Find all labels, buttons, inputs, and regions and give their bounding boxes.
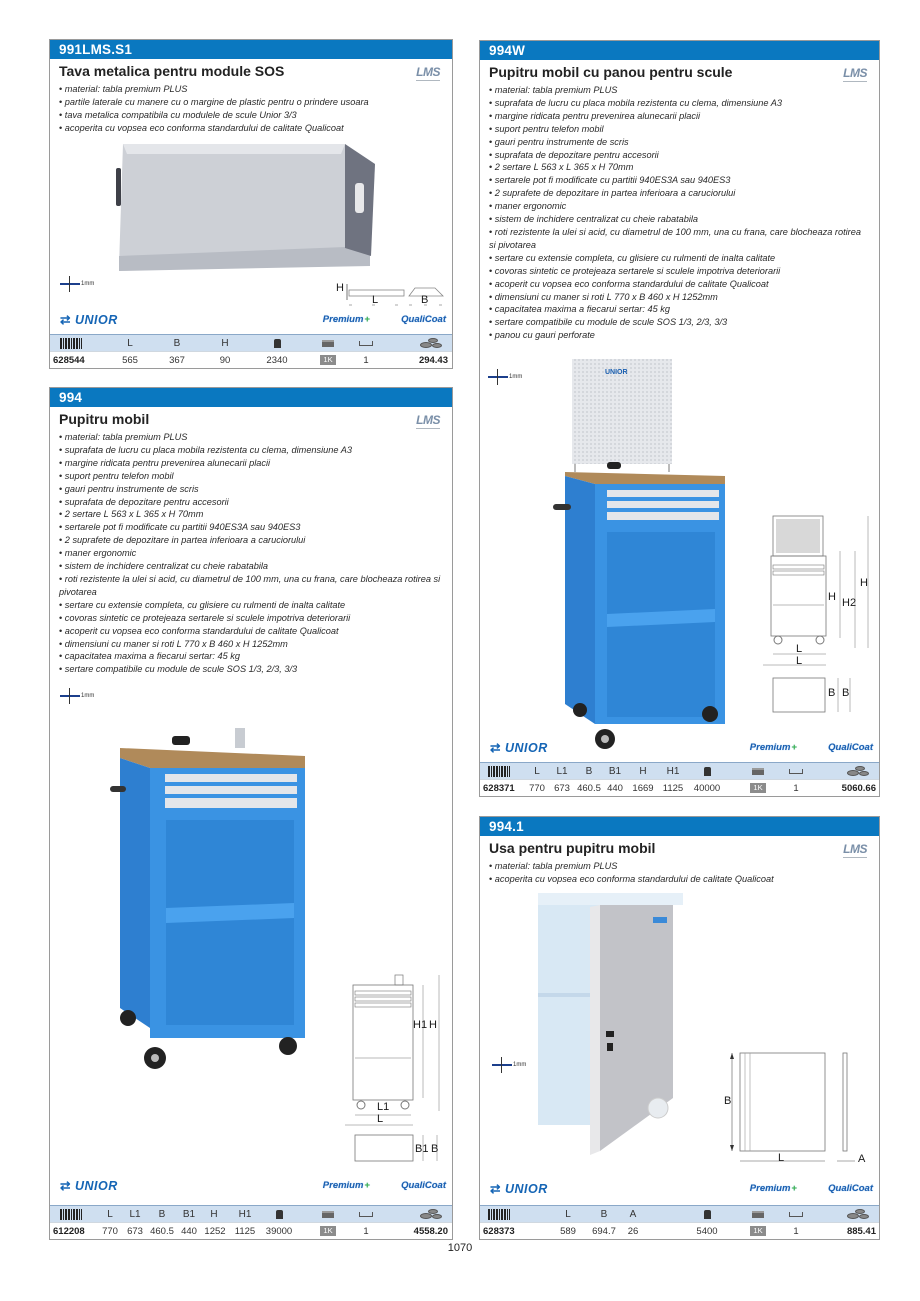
feature-item: • 2 sertare L 563 x L 365 x H 70mm xyxy=(489,161,870,174)
price: 294.43 xyxy=(418,355,448,366)
unior-symbol-icon: ⇄ xyxy=(490,741,501,755)
product-card-994w xyxy=(479,40,880,797)
dim-label-h-total: H xyxy=(860,577,868,589)
article-code: 628371 xyxy=(483,783,515,794)
brand-row xyxy=(50,1176,452,1196)
product-code: 991LMS.S1 xyxy=(50,40,452,59)
feature-item: • acoperita cu vopsea eco conforma standardului de calitate Qualicoat xyxy=(489,873,870,886)
feature-item: • suprafata de lucru cu placa mobila rezistenta cu clema, dimensiune A3 xyxy=(59,444,443,457)
pack-icon xyxy=(789,1212,803,1217)
feature-item: • sistem de inchidere centralizat cu cheie rabatabila xyxy=(489,213,870,226)
dim-label-b1: B xyxy=(828,687,836,699)
dim-label-b: B xyxy=(431,1143,439,1155)
feature-item: • covoras sintetic ce protejeaza sertarele si sculele impotriva deteriorarii xyxy=(59,612,443,625)
feature-item: • margine ridicata pentru prevenirea alunecarii placii xyxy=(489,110,870,123)
page-number: 1070 xyxy=(447,1242,473,1254)
unior-logo: ⇄ UNIOR xyxy=(490,1182,548,1196)
spec-data-row: 628371 770 673 460.5 440 1669 1125 40000 1K 1 5060.66 xyxy=(480,779,879,796)
pack-badge: 1K xyxy=(320,1226,335,1236)
feature-item: • dimensiuni cu maner si roti L 770 x B 460 x H 1252mm xyxy=(489,291,870,304)
spec-table xyxy=(50,334,452,368)
dim-label-b: B xyxy=(842,687,850,699)
dim-label-l1: L1 xyxy=(377,1101,390,1113)
feature-item: • suport pentru telefon mobil xyxy=(489,123,870,136)
qualicoat-badge: QualiCoat xyxy=(401,314,446,325)
spec-table xyxy=(50,1205,452,1239)
spec-header-row: L B A xyxy=(480,1205,879,1222)
feature-item: • sertarele pot fi modificate cu partitii 940ES3A sau 940ES3 xyxy=(489,174,870,187)
lms-logo: LMS xyxy=(843,842,867,856)
unior-symbol-icon: ⇄ xyxy=(490,1182,501,1196)
feature-item: • suport pentru telefon mobil xyxy=(59,470,443,483)
premium-plus-badge: Premium+ xyxy=(749,1183,797,1194)
price: 4558.20 xyxy=(413,1226,448,1237)
qualicoat-badge: QualiCoat xyxy=(828,742,873,753)
unior-logo: ⇄ UNIOR xyxy=(60,313,118,327)
premium-plus-badge: Premium+ xyxy=(749,742,797,753)
price-coins-icon xyxy=(420,338,442,349)
dim-label-l1: L xyxy=(796,643,803,655)
dimension-diagram xyxy=(335,278,447,308)
feature-item: • suprafata de lucru cu placa mobila rezistenta cu clema, dimensiune A3 xyxy=(489,97,870,110)
feature-item: • material: tabla premium PLUS xyxy=(59,431,443,444)
sheet-thickness-icon: 1mm xyxy=(488,369,522,385)
feature-item: • suprafata de depozitare pentru accesorii xyxy=(489,149,870,162)
feature-item: • gauri pentru instrumente de scris xyxy=(489,136,870,149)
spec-table xyxy=(480,1205,879,1239)
dim-label-h: H xyxy=(429,1019,437,1031)
feature-item: • sertare compatibile cu module de scule SOS 1/3, 2/3, 3/3 xyxy=(489,316,870,329)
feature-item: • 2 suprafete de depozitare in partea inferioara a caruciorului xyxy=(59,534,443,547)
dim-label-h1: H1 xyxy=(413,1019,428,1031)
sheet-thickness-icon: 1mm xyxy=(492,1057,526,1073)
lms-logo: LMS xyxy=(843,66,867,80)
pack-icon xyxy=(789,769,803,774)
feature-item: • sertarele pot fi modificate cu partitii 940ES3A sau 940ES3 xyxy=(59,521,443,534)
lms-logo: LMS xyxy=(416,413,440,427)
dim-label-b: B xyxy=(724,1095,732,1107)
feature-list xyxy=(50,431,452,676)
product-title: Usa pentru pupitru mobil xyxy=(489,840,656,856)
unior-logo: ⇄ UNIOR xyxy=(490,741,548,755)
feature-item: • sertare cu extensie completa, cu glisiere cu rulmenti de inalta calitate xyxy=(489,252,870,265)
svg-text:UNIOR: UNIOR xyxy=(605,369,628,376)
dim-label-h: H xyxy=(336,282,344,294)
box-icon xyxy=(752,1211,764,1218)
feature-list xyxy=(480,84,879,342)
qualicoat-badge: QualiCoat xyxy=(828,1183,873,1194)
feature-item: • material: tabla premium PLUS xyxy=(489,860,870,873)
feature-item: • capacitatea maxima a fiecarui sertar: 45 kg xyxy=(489,303,870,316)
feature-item: • partile laterale cu manere cu o margine de plastic pentru o prindere usoara xyxy=(59,96,443,109)
product-title: Pupitru mobil xyxy=(59,411,150,427)
dim-label-h: H xyxy=(828,591,836,603)
product-image-door xyxy=(538,893,688,1163)
feature-item: • acoperit cu vopsea eco conforma standardului de calitate Qualicoat xyxy=(59,625,443,638)
article-code: 628544 xyxy=(53,355,85,366)
dim-label-l: L xyxy=(372,294,379,306)
product-card-994 xyxy=(49,387,453,1240)
spec-table xyxy=(480,762,879,796)
feature-item: • covoras sintetic ce protejeaza sertarele si sculele impotriva deteriorarii xyxy=(489,265,870,278)
feature-item: • 2 suprafete de depozitare in partea inferioara a caruciorului xyxy=(489,187,870,200)
unior-logo: ⇄ UNIOR xyxy=(60,1179,118,1193)
box-icon xyxy=(322,1211,334,1218)
feature-item: • 2 sertare L 563 x L 365 x H 70mm xyxy=(59,508,443,521)
feature-item: • roti rezistente la ulei si acid, cu diametrul de 100 mm, una cu frana, care blocheaza rotirea si pivotarea xyxy=(59,573,443,599)
product-code: 994W xyxy=(480,41,879,60)
qualicoat-badge: QualiCoat xyxy=(401,1180,446,1191)
product-title: Tava metalica pentru module SOS xyxy=(59,63,285,79)
dim-label-h2: H2 xyxy=(842,597,857,609)
feature-item: • dimensiuni cu maner si roti L 770 x B 460 x H 1252mm xyxy=(59,638,443,651)
spec-header-row: L L1 B B1 H H1 xyxy=(480,762,879,779)
product-image-mobile-desk-with-panel xyxy=(545,354,735,754)
unior-symbol-icon: ⇄ xyxy=(60,313,71,327)
article-code: 612208 xyxy=(53,1226,85,1237)
product-code: 994 xyxy=(50,388,452,407)
barcode-icon xyxy=(488,1209,510,1220)
dim-label-l: L xyxy=(377,1113,384,1125)
product-card-991lms-s1 xyxy=(49,39,453,369)
spec-header-row: L B H xyxy=(50,334,452,351)
feature-item: • sertare compatibile cu module de scule SOS 1/3, 2/3, 3/3 xyxy=(59,663,443,676)
feature-item: • maner ergonomic xyxy=(59,547,443,560)
sheet-thickness-icon: 1mm xyxy=(60,276,94,292)
weight-icon xyxy=(704,1210,711,1219)
box-icon xyxy=(322,340,334,347)
pack-icon xyxy=(359,341,373,346)
feature-item: • roti rezistente la ulei si acid, cu diametrul de 100 mm, una cu frana, care blocheaza rotirea si pivotarea xyxy=(489,226,870,252)
pack-icon xyxy=(359,1212,373,1217)
weight-icon xyxy=(274,339,281,348)
price: 5060.66 xyxy=(841,783,876,794)
product-code: 994.1 xyxy=(480,817,879,836)
brand-row xyxy=(50,310,452,330)
feature-list xyxy=(480,860,879,886)
product-image-mobile-desk xyxy=(110,728,320,1088)
weight-icon xyxy=(704,767,711,776)
lms-logo: LMS xyxy=(416,65,440,79)
brand-row xyxy=(480,738,879,758)
price-coins-icon xyxy=(420,1209,442,1220)
dim-label-l: L xyxy=(796,655,803,667)
feature-item: • sistem de inchidere centralizat cu cheie rabatabila xyxy=(59,560,443,573)
dim-label-l: L xyxy=(778,1152,785,1164)
price-coins-icon xyxy=(847,766,869,777)
product-title: Pupitru mobil cu panou pentru scule xyxy=(489,64,733,80)
pack-badge: 1K xyxy=(320,355,335,365)
feature-item: • margine ridicata pentru prevenirea alunecarii placii xyxy=(59,457,443,470)
barcode-icon xyxy=(60,338,82,349)
dim-label-b: B xyxy=(421,294,429,306)
dim-label-a: A xyxy=(858,1153,866,1165)
unior-symbol-icon: ⇄ xyxy=(60,1179,71,1193)
product-image-metal-tray xyxy=(105,138,380,273)
dimension-diagram xyxy=(720,1047,880,1167)
price-coins-icon xyxy=(847,1209,869,1220)
feature-item: • sertare cu extensie completa, cu glisiere cu rulmenti de inalta calitate xyxy=(59,599,443,612)
feature-item: • panou cu gauri perforate xyxy=(489,329,870,342)
spec-data-row: 628544 565 367 90 2340 1K 1 294.43 xyxy=(50,351,452,368)
feature-item: • gauri pentru instrumente de scris xyxy=(59,483,443,496)
price: 885.41 xyxy=(846,1226,876,1237)
feature-list xyxy=(50,83,452,135)
feature-item: • material: tabla premium PLUS xyxy=(59,83,443,96)
pack-badge: 1K xyxy=(750,1226,765,1236)
barcode-icon xyxy=(60,1209,82,1220)
dimension-diagram xyxy=(325,963,445,1163)
feature-item: • suprafata de depozitare pentru accesorii xyxy=(59,496,443,509)
article-code: 628373 xyxy=(483,1226,515,1237)
premium-plus-badge: Premium+ xyxy=(322,1180,370,1191)
barcode-icon xyxy=(488,766,510,777)
feature-item: • capacitatea maxima a fiecarui sertar: 45 kg xyxy=(59,650,443,663)
feature-item: • acoperita cu vopsea eco conforma standardului de calitate Qualicoat xyxy=(59,122,443,135)
dimension-diagram xyxy=(758,513,876,718)
feature-item: • tava metalica compatibila cu modulele de scule Unior 3/3 xyxy=(59,109,443,122)
brand-row xyxy=(480,1179,879,1199)
spec-header-row: L L1 B B1 H H1 xyxy=(50,1205,452,1222)
product-card-994-1 xyxy=(479,816,880,1240)
dim-label-b1: B1 xyxy=(415,1143,429,1155)
feature-item: • material: tabla premium PLUS xyxy=(489,84,870,97)
weight-icon xyxy=(276,1210,283,1219)
spec-data-row: 612208 770 673 460.5 440 1252 1125 39000 1K 1 4558.20 xyxy=(50,1222,452,1239)
feature-item: • acoperit cu vopsea eco conforma standardului de calitate Qualicoat xyxy=(489,278,870,291)
sheet-thickness-icon: 1mm xyxy=(60,688,94,704)
feature-item: • maner ergonomic xyxy=(489,200,870,213)
spec-data-row: 628373 589 694.7 26 5400 1K 1 885.41 xyxy=(480,1222,879,1239)
pack-badge: 1K xyxy=(750,783,765,793)
premium-plus-badge: Premium+ xyxy=(322,314,370,325)
box-icon xyxy=(752,768,764,775)
